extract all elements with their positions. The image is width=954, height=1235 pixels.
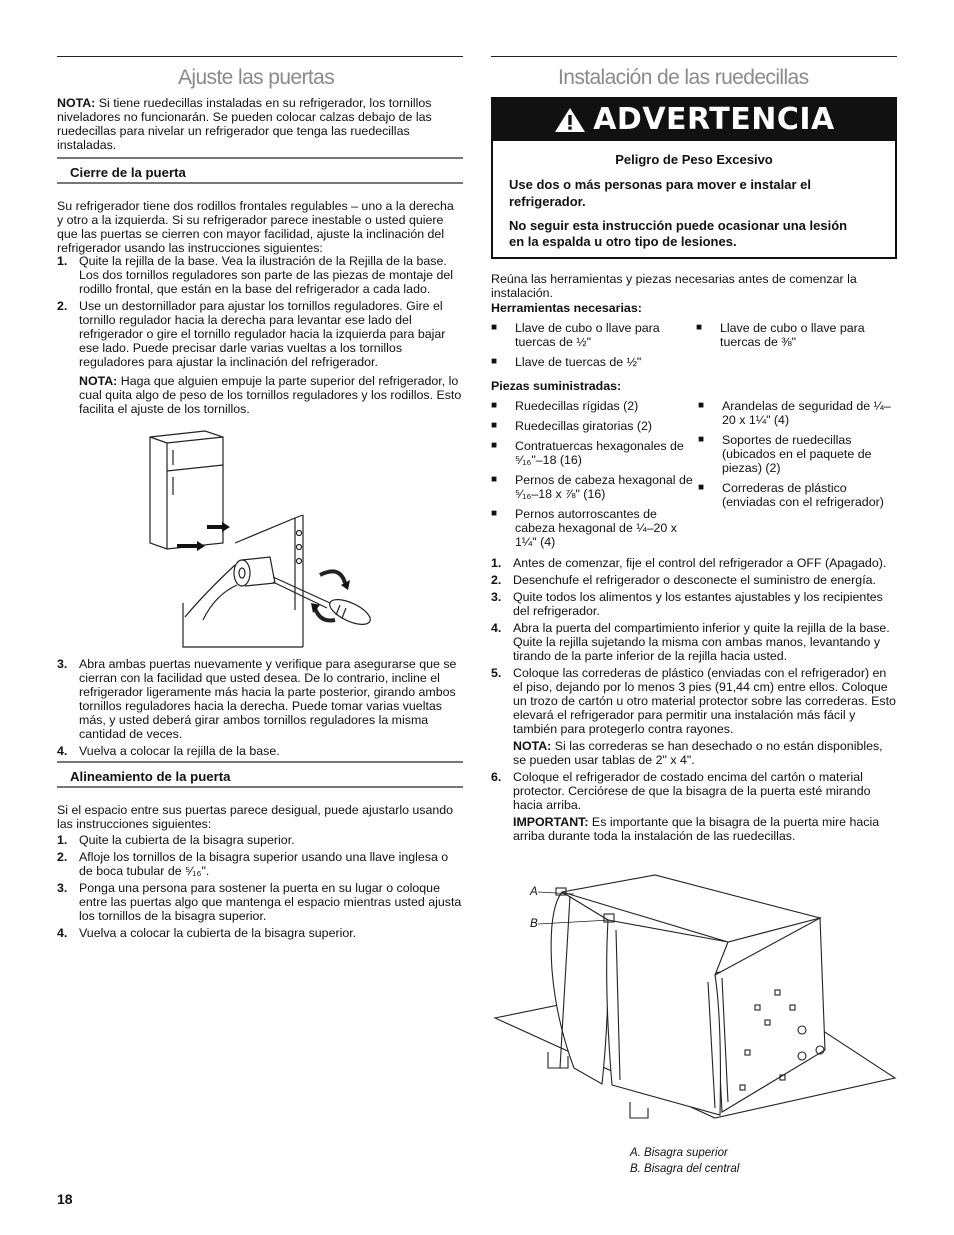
list-item: 4. Abra la puerta del compartimiento inferior y quite la rejilla de la base. Quite la rejilla sujetando la misma con ambas manos, levantando y tirando de la parte inferior de la rejilla hacia usted.	[491, 621, 890, 664]
list-item: 1. Quite la cubierta de la bisagra superior.	[57, 833, 295, 847]
warning-line-2: No seguir esta instrucción puede ocasionar una lesión en la espalda u otro tipo de lesiones.	[509, 217, 848, 249]
right-top-rule	[491, 56, 897, 57]
tools-list-right	[696, 321, 896, 355]
bullet-icon: ■	[491, 440, 498, 452]
warning-hazard: Peligro de Peso Excesivo	[615, 152, 773, 167]
step-text: Use un destornillador para ajustar los tornillos reguladores. Gire el tornillo regulador hacia la derecha para levantar ese lado del refrigerador o gire el tornillo regulador hacia la izquierda para bajar ese lado. Puede precisar darle varias vueltas a los tornillos reguladores para ajustar la inclinación del refrigerador.	[79, 299, 446, 370]
list-item: 2. Use un destornillador para ajustar los tornillos reguladores. Gire el tornillo regulador hacia la derecha para levantar ese lado del refrigerador o gire el tornillo regulador hacia la izquierda para bajar ese lado. Puede precisar darle varias vueltas a los tornillos reguladores para ajustar la inclinación del refrigerador. NOTA: Haga que alguien empuje la parte superior del refrigerador, lo cual quita algo de peso de los tornillos reguladores y los rodillos. Esto facilita el ajuste de los tornillos.	[57, 299, 462, 417]
list-item: ■ Arandelas de seguridad de ¼–20 x 1¼" (4)	[698, 399, 891, 428]
list-item: 1. Quite la rejilla de la base. Vea la ilustración de la Rejilla de la base. Los dos tornillos reguladores son parte de las piezas de montaje del rodillo frontal, que están en la base del refrigerador a cada lado.	[57, 254, 454, 297]
left-section-title: Ajuste las puertas	[178, 66, 335, 89]
intro-note-label: NOTA:	[57, 96, 96, 110]
step-text: Antes de comenzar, fije el control del refrigerador a OFF (Apagado).	[513, 556, 887, 570]
list-item: 5. Coloque las correderas de plástico (enviadas con el refrigerador) en el piso, dejando por lo menos 3 pies (91,44 cm) entre ellos. Coloque un trozo de cartón u otro material protector sobre las correderas. Esto elevará el refrigerador para permitir una instalación más fácil y también para protegerlo contra rayones. NOTA: Si las correderas se han desechado o no están disponibles, se pueden usar tablas de 2" x 4".	[491, 666, 896, 768]
bullet-icon: ■	[491, 400, 498, 411]
figure-caption-b: B. Bisagra del central	[630, 1163, 740, 1175]
figure-label-b: B	[530, 918, 538, 930]
step-text: Afloje los tornillos de la bisagra superior usando una llave inglesa o de boca tubular de ⁵⁄₁₆".	[79, 850, 449, 879]
closing-intro: Su refrigerador tiene dos rodillos frontales regulables – uno a la derecha y otro a la izquierda. Si su refrigerador parece inestable o usted quiere que las puertas se cierren con mayor facilidad, ajuste la inclinación del refrigerador usando las instrucciones siguientes:	[57, 199, 454, 256]
step-text: Quite la cubierta de la bisagra superior.	[79, 833, 295, 847]
step-text: Vuelva a colocar la rejilla de la base.	[79, 744, 280, 759]
alignment-steps	[57, 833, 463, 943]
roller-adjust-illustration	[145, 425, 385, 655]
warning-box	[491, 97, 897, 259]
warning-triangle-icon	[553, 106, 587, 134]
page-number: 18	[57, 1191, 73, 1207]
alignment-heading: Alineamiento de la puerta	[57, 761, 463, 788]
list-item: 4. Vuelva a colocar la rejilla de la base.	[57, 744, 280, 759]
list-item: ■ Ruedecillas rígidas (2)	[491, 399, 639, 413]
bullet-icon: ■	[698, 434, 705, 446]
warning-title: ADVERTENCIA	[593, 102, 835, 138]
list-item: 6. Coloque el refrigerador de costado encima del cartón o material protector. Cerciórese de que la bisagra de la puerta esté mirando hacia arriba. IMPORTANT: Es importante que la bisagra de la puerta mire hacia arriba durante toda la instalación de las ruedecillas.	[491, 770, 897, 843]
warning-body	[493, 141, 895, 250]
list-item: ■ Llave de cubo o llave para tuercas de ½"	[491, 321, 660, 350]
bullet-icon: ■	[491, 420, 498, 432]
closing-heading: Cierre de la puerta	[57, 157, 463, 184]
install-steps	[491, 556, 897, 846]
step-text: Abra ambas puertas nuevamente y verifique para asegurarse que se cierran con la facilidad que usted desea. De lo contrario, incline el refrigerador ligeramente más hacia la parte posterior, girando ambos tornillos reguladores hacia la derecha. Puede tomar varias vueltas más, y usted deberá girar ambos tornillos reguladores la misma cantidad de veces.	[79, 657, 457, 742]
intro-note	[57, 96, 463, 152]
step-note: NOTA: Haga que alguien empuje la parte superior del refrigerador, lo cual quita algo de peso de los tornillos reguladores y los rodillos. Esto facilita el ajuste de los tornillos.	[79, 374, 462, 417]
step-note: IMPORTANT: Es importante que la bisagra de la puerta mire hacia arriba durante toda la instalación de las ruedecillas.	[513, 815, 880, 844]
list-item: ■ Pernos de cabeza hexagonal de ⁵⁄₁₆–18 x ⅞" (16)	[491, 473, 693, 502]
closing-steps	[57, 254, 463, 419]
tools-list-left	[491, 321, 691, 375]
parts-list-left	[491, 399, 696, 555]
warning-header	[493, 99, 895, 141]
list-item: 3. Ponga una persona para sostener la puerta en su lugar o coloque entre las puertas algo que mantenga el espacio mientras usted ajusta los tornillos de la bisagra superior.	[57, 881, 462, 924]
figure-label-a: A	[530, 886, 538, 898]
list-item: ■ Llave de cubo o llave para tuercas de ⅜"	[696, 321, 865, 350]
step-text: Vuelva a colocar la cubierta de la bisagra superior.	[79, 926, 357, 941]
step-text: Quite la rejilla de la base. Vea la ilustración de la Rejilla de la base. Los dos tornillos reguladores son parte de las piezas de montaje del rodillo frontal, que están en la base del refrigerador a cada lado.	[79, 254, 454, 297]
intro-note-text: Si tiene ruedecillas instaladas en su refrigerador, los tornillos niveladores no funcionarán. Se pueden colocar calzas debajo de las ruedecillas para nivelar un refrigerador que tenga las ruedecillas instaladas.	[57, 96, 432, 153]
list-item: ■ Contratuercas hexagonales de ⁵⁄₁₆"–18 (16)	[491, 439, 684, 468]
list-item: ■ Soportes de ruedecillas (ubicados en el paquete de piezas) (2)	[698, 433, 872, 476]
list-item: ■ Correderas de plástico (enviadas con el refrigerador)	[698, 481, 884, 510]
list-item: ■ Pernos autorroscantes de cabeza hexagonal de ¼–20 x 1¼" (4)	[491, 507, 677, 550]
bullet-icon: ■	[491, 508, 498, 520]
step-note: NOTA: Si las correderas se han desechado o no están disponibles, se pueden usar tablas de 2" x 4".	[513, 739, 883, 768]
list-item: 3. Quite todos los alimentos y los estantes ajustables y los recipientes del refrigerador.	[491, 590, 883, 619]
fridge-on-side-illustration	[490, 870, 900, 1130]
parts-list-right	[698, 399, 897, 515]
parts-label: Piezas suministradas:	[491, 379, 622, 393]
bullet-icon: ■	[696, 322, 703, 333]
warning-line-1: Use dos o más personas para mover e instalar el refrigerador.	[509, 177, 812, 209]
list-item: ■ Ruedecillas giratorias (2)	[491, 419, 653, 434]
list-item: ■ Llave de tuercas de ½"	[491, 355, 642, 370]
step-text: Ponga una persona para sostener la puerta en su lugar o coloque entre las puertas algo que mantenga el espacio mientras usted ajusta los tornillos de la bisagra superior.	[79, 881, 462, 924]
bullet-icon: ■	[698, 400, 705, 411]
list-item: 2. Afloje los tornillos de la bisagra superior usando una llave inglesa o de boca tubular de ⁵⁄₁₆".	[57, 850, 449, 879]
right-section-title: Instalación de las ruedecillas	[558, 66, 809, 89]
step-text: Quite todos los alimentos y los estantes ajustables y los recipientes del refrigerador.	[513, 590, 883, 619]
bullet-icon: ■	[491, 474, 498, 486]
list-item: 3. Abra ambas puertas nuevamente y verifique para asegurarse que se cierran con la facilidad que usted desea. De lo contrario, incline el refrigerador ligeramente más hacia la parte posterior, girando ambos tornillos reguladores hacia la derecha. Puede tomar varias vueltas más, y usted deberá girar ambos tornillos reguladores la misma cantidad de veces.	[57, 657, 457, 742]
step-text: Abra la puerta del compartimiento inferior y quite la rejilla de la base. Quite la rejilla sujetando la misma con ambas manos, levantando y tirando de la parte inferior de la rejilla hacia usted.	[513, 621, 890, 664]
alignment-intro: Si el espacio entre sus puertas parece desigual, puede ajustarlo usando las instrucciones siguientes:	[57, 803, 454, 832]
list-item: 2. Desenchufe el refrigerador o desconecte el suministro de energía.	[491, 573, 876, 588]
bullet-icon: ■	[491, 322, 498, 333]
list-item: 4. Vuelva a colocar la cubierta de la bisagra superior.	[57, 926, 357, 941]
bullet-icon: ■	[491, 356, 498, 368]
bullet-icon: ■	[698, 482, 705, 494]
list-item: 1. Antes de comenzar, fije el control del refrigerador a OFF (Apagado).	[491, 556, 887, 570]
closing-steps-after	[57, 657, 463, 761]
step-text: Desenchufe el refrigerador o desconecte el suministro de energía.	[513, 573, 876, 588]
tools-label: Herramientas necesarias:	[491, 301, 642, 315]
gather-text: Reúna las herramientas y piezas necesarias antes de comenzar la instalación.	[491, 272, 857, 301]
step-text: Coloque el refrigerador de costado encima del cartón o material protector. Cerciórese de que la bisagra de la puerta esté mirando hacia arriba.	[513, 770, 871, 813]
step-text: Coloque las correderas de plástico (enviadas con el refrigerador) en el piso, dejando por lo menos 3 pies (91,44 cm) entre ellos. Coloque un trozo de cartón u otro material protector sobre las correderas. Esto elevará el refrigerador para permitir una instalación más fácil y también para protegerlo contra rayones.	[513, 666, 896, 737]
left-top-rule	[57, 56, 463, 57]
figure-caption-a: A. Bisagra superior	[630, 1147, 728, 1159]
